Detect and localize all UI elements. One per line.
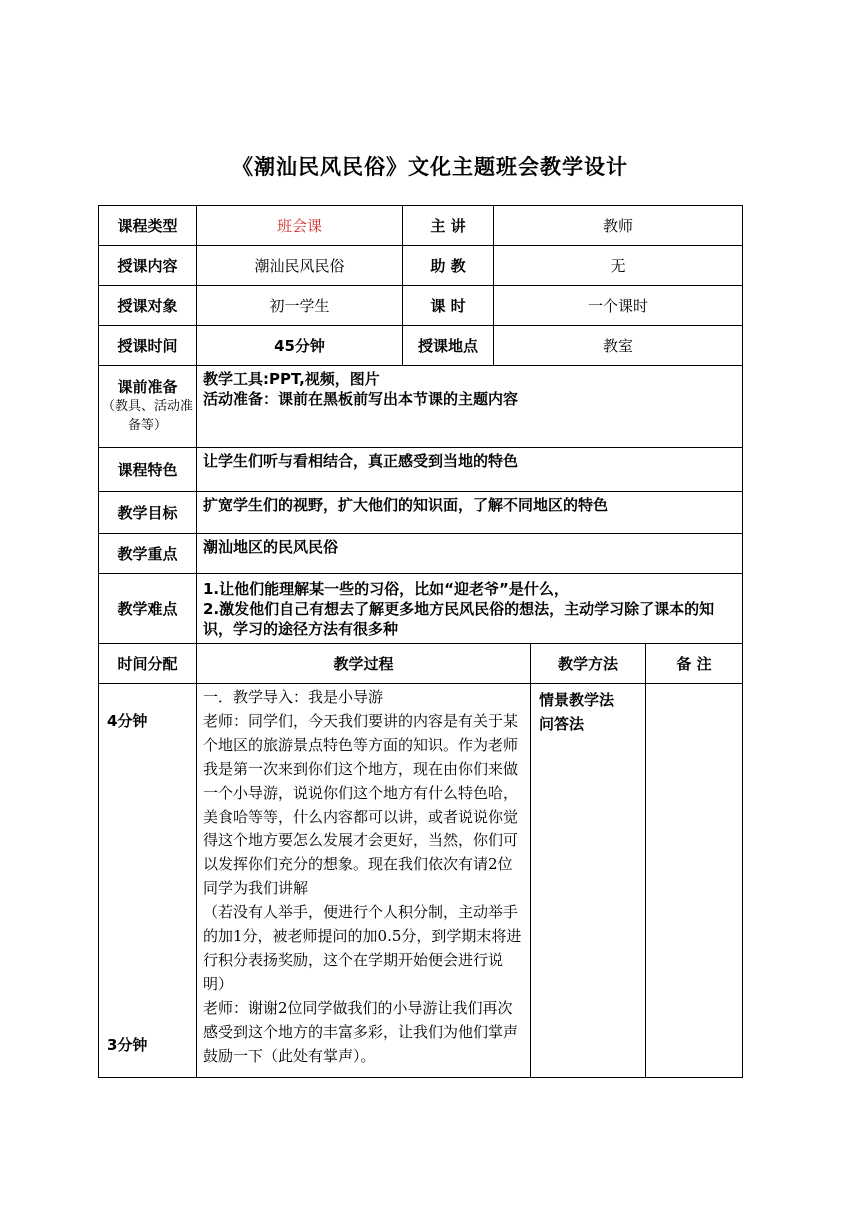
row-audience	[99, 286, 743, 326]
process-heading: 一．教学导入：我是小导游	[203, 688, 384, 706]
place-label: 授课地点	[403, 326, 494, 366]
time-allocation-cell	[99, 684, 197, 1078]
prep-activity: 活动准备：课前在黑板前写出本节课的主题内容	[203, 390, 519, 408]
row-content	[99, 246, 743, 286]
document-title: 《潮汕民风民俗》文化主题班会教学设计	[232, 155, 628, 179]
process-header-row	[99, 644, 743, 684]
assistant-label: 助 教	[403, 246, 494, 286]
process-paragraph-1: 老师：同学们，今天我们要讲的内容是有关于某个地区的旅游景点特色等方面的知识。作为老师我是第一次来到你们这个地方，现在由你们来做一个小导游，说说你们这个地方有什么特色哈，美食哈等等，什么内容都可以讲，或者说说你觉得这个地方要怎么发展才会更好，当然，你们可以发挥你们充分的想象。现在我们依次有请2位同学为我们讲解	[203, 711, 519, 898]
difficulty-point-1: 1.让他们能理解某一些的习俗，比如“迎老爷”是什么，	[203, 579, 569, 598]
prep-content	[197, 366, 743, 448]
focus-value: 潮汕地区的民风民俗	[197, 534, 743, 574]
assistant-value: 无	[494, 246, 743, 286]
teaching-method-cell	[531, 684, 646, 1078]
header-note: 备 注	[646, 644, 743, 684]
row-prep	[99, 366, 743, 448]
time-label: 授课时间	[99, 326, 197, 366]
difficulty-content	[197, 574, 743, 644]
difficulty-point-2: 2.激发他们自己有想去了解更多地方民风民俗的想法，主动学习除了课本的知识，学习的途径方法有很多种	[203, 599, 715, 638]
row-difficulty	[99, 574, 743, 644]
header-process: 教学过程	[197, 644, 531, 684]
method-2: 问答法	[539, 715, 585, 733]
prep-label-cell	[99, 366, 197, 448]
feature-value: 让学生们听与看相结合，真正感受到当地的特色	[197, 448, 743, 492]
row-course-type	[99, 206, 743, 246]
course-type-value: 班会课	[197, 206, 403, 246]
time-allocation-2: 3分钟	[107, 1036, 148, 1054]
goal-value: 扩宽学生们的视野，扩大他们的知识面，了解不同地区的特色	[197, 492, 743, 534]
process-row	[99, 684, 743, 1078]
hours-value: 一个课时	[494, 286, 743, 326]
lecturer-label: 主 讲	[403, 206, 494, 246]
row-goal	[99, 492, 743, 534]
feature-label: 课程特色	[99, 448, 197, 492]
audience-label: 授课对象	[99, 286, 197, 326]
process-paragraph-3: 老师：谢谢2位同学做我们的小导游让我们再次感受到这个地方的丰富多彩，让我们为他们掌声鼓励一下（此处有掌声）。	[203, 998, 519, 1065]
header-method: 教学方法	[531, 644, 646, 684]
content-value: 潮汕民风民俗	[197, 246, 403, 286]
lecturer-value: 教师	[494, 206, 743, 246]
time-value: 45分钟	[197, 326, 403, 366]
lesson-plan-table	[98, 205, 743, 1078]
prep-sublabel: （教具、活动准备等）	[101, 399, 193, 433]
difficulty-label: 教学难点	[99, 574, 197, 644]
prep-tools: 教学工具:PPT,视频，图片	[203, 370, 380, 388]
method-1: 情景教学法	[539, 691, 615, 709]
header-time: 时间分配	[99, 644, 197, 684]
hours-label: 课 时	[403, 286, 494, 326]
time-allocation-1: 4分钟	[107, 712, 148, 730]
focus-label: 教学重点	[99, 534, 197, 574]
row-time	[99, 326, 743, 366]
course-type-label: 课程类型	[99, 206, 197, 246]
place-value: 教室	[494, 326, 743, 366]
goal-label: 教学目标	[99, 492, 197, 534]
prep-label: 课前准备	[117, 378, 178, 396]
teaching-process-cell	[197, 684, 531, 1078]
note-cell	[646, 684, 743, 1078]
row-focus	[99, 534, 743, 574]
process-paragraph-2: （若没有人举手，便进行个人积分制，主动举手的加1分，被老师提问的加0.5分，到学期末将进行积分表扬奖励，这个在学期开始便会进行说明）	[203, 903, 522, 993]
content-label: 授课内容	[99, 246, 197, 286]
row-feature	[99, 448, 743, 492]
audience-value: 初一学生	[197, 286, 403, 326]
